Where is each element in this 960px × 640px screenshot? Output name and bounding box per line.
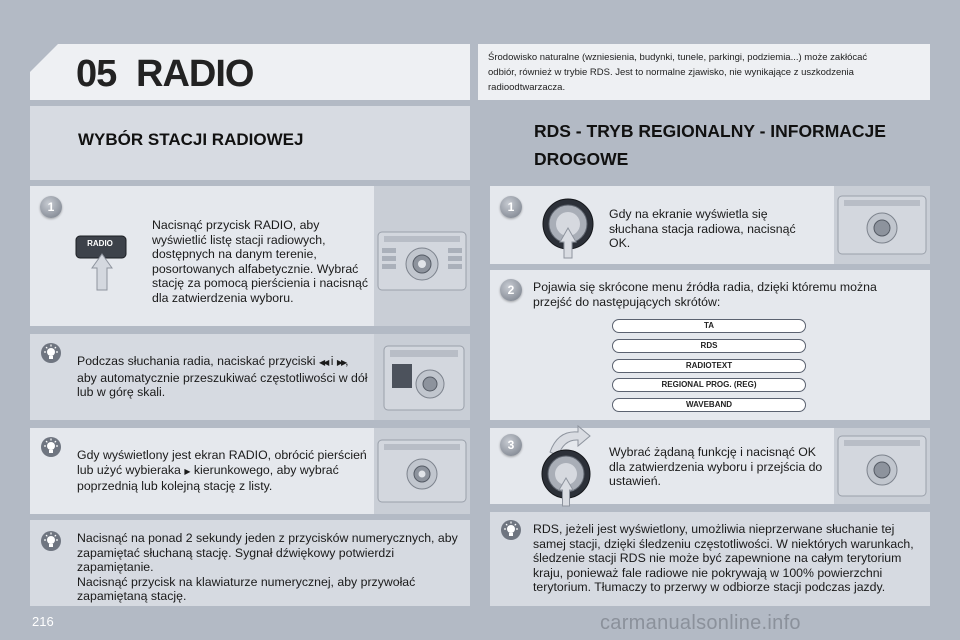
tip-text-part: kierunkowego, aby wybrać poprzednią lub kolejną stację z listy.	[77, 462, 339, 493]
section-title-left: WYBÓR STACJI RADIOWEJ	[78, 130, 304, 149]
radio-unit-icon	[834, 428, 930, 504]
radio-unit-icon	[374, 428, 470, 514]
tip-text-part: , aby automatycznie przeszukiwać częstotliwości w dół lub w górę skali.	[77, 354, 368, 399]
previous-station-icon: ◀◀	[318, 358, 328, 367]
radio-button[interactable]: RADIO	[87, 239, 113, 248]
tip-text-line: Nacisnąć na ponad 2 sekundy jeden z przycisków numerycznych, aby zapamiętać słuchaną stację. Sygnał dźwiękowy potwierdzi zapamiętanie.	[77, 531, 458, 574]
radio-unit-icon	[374, 186, 470, 326]
tip-text-part: Podczas słuchania radia, naciskać przyciski	[77, 354, 316, 368]
tip-text: RDS, jeżeli jest wyświetlony, umożliwia nieprzerwane słuchanie tej samej stacji, dzięki śledzeniu częstotliwości. W niektórych warunkach, śledzenie stacji RDS nie może być zapewnione na całym terytorium kraju, ponieważ fale radiowe nie pokrywają w 100% powierzchni terytorium. Tłumaczy to przerwy w odbiorze stacji podczas jazdy.	[533, 522, 914, 594]
menu-item-radiotext[interactable]: RADIOTEXT	[612, 359, 806, 373]
step-number-badge: 3	[500, 434, 522, 456]
chapter-number: 05	[76, 53, 117, 95]
tip-text-part: Gdy wyświetlony jest ekran RADIO, obrócić pierścień lub użyć wybieraka	[77, 448, 367, 477]
radio-unit-thumbnail	[374, 428, 470, 514]
rotary-knob-press-icon	[540, 194, 596, 260]
section-title-right: RDS - TRYB REGIONALNY - INFORMACJE DROGOWE	[534, 121, 886, 169]
menu-item-ta[interactable]: TA	[612, 319, 806, 333]
step-number-badge: 2	[500, 279, 522, 301]
step-number-badge: 1	[500, 196, 522, 218]
chapter-title: RADIO	[136, 53, 254, 95]
tip-lightbulb-icon	[40, 342, 62, 364]
tip-text	[77, 531, 459, 604]
step-text: Wybrać żądaną funkcję i nacisnąć OK dla zatwierdzenia wyboru i przejścia do ustawień.	[609, 445, 823, 488]
tip-lightbulb-icon	[500, 519, 522, 541]
next-station-icon: ▶▶	[336, 358, 346, 367]
tip-lightbulb-icon	[40, 436, 62, 458]
rotary-knob-turn-icon	[534, 422, 600, 508]
header-corner-notch	[30, 44, 58, 72]
page-number: 216	[32, 614, 54, 629]
step-number-badge: 1	[40, 196, 62, 218]
tip-text-line: Nacisnąć przycisk na klawiaturze numerycznej, aby przywołać zapamiętaną stację.	[77, 574, 416, 603]
step-text: Nacisnąć przycisk RADIO, aby wyświetlić listę stacji radiowych, dostępnych na danym terenie, posortowanych alfabetycznie. Wybrać stację za pomocą pierścienia i nacisnąć dla zatwierdzenia wyboru.	[152, 218, 368, 305]
step-text: Pojawia się skrócone menu źródła radia, dzięki któremu można przejść do następujących skrótów:	[533, 280, 877, 309]
radio-unit-icon	[834, 186, 930, 264]
menu-item-rds[interactable]: RDS	[612, 339, 806, 353]
step-text: Gdy na ekranie wyświetla się słuchana stacja radiowa, nacisnąć OK.	[609, 207, 796, 250]
radio-unit-thumbnail	[834, 186, 930, 264]
menu-item-regional-prog[interactable]: REGIONAL PROG. (REG)	[612, 378, 806, 392]
radio-unit-icon	[374, 334, 470, 420]
watermark: carmanualsonline.info	[600, 612, 801, 634]
radio-unit-thumbnail	[374, 334, 470, 420]
menu-item-waveband[interactable]: WAVEBAND	[612, 398, 806, 412]
tip-text-part: i	[330, 354, 334, 368]
arrow-right-icon: ▶	[184, 466, 191, 476]
tip-text	[77, 354, 369, 400]
radio-unit-thumbnail	[834, 428, 930, 504]
header-note: Środowisko naturalne (wzniesienia, budynki, tunele, parkingi, podziemia...) może zakłócać odbiór, również w trybie RDS. Jest to normalne zjawisko, nie wynikające z uszkodzenia radioodtwarzacza.	[488, 52, 868, 93]
tip-text	[77, 448, 369, 494]
radio-unit-thumbnail	[374, 186, 470, 326]
tip-lightbulb-icon	[40, 530, 62, 552]
